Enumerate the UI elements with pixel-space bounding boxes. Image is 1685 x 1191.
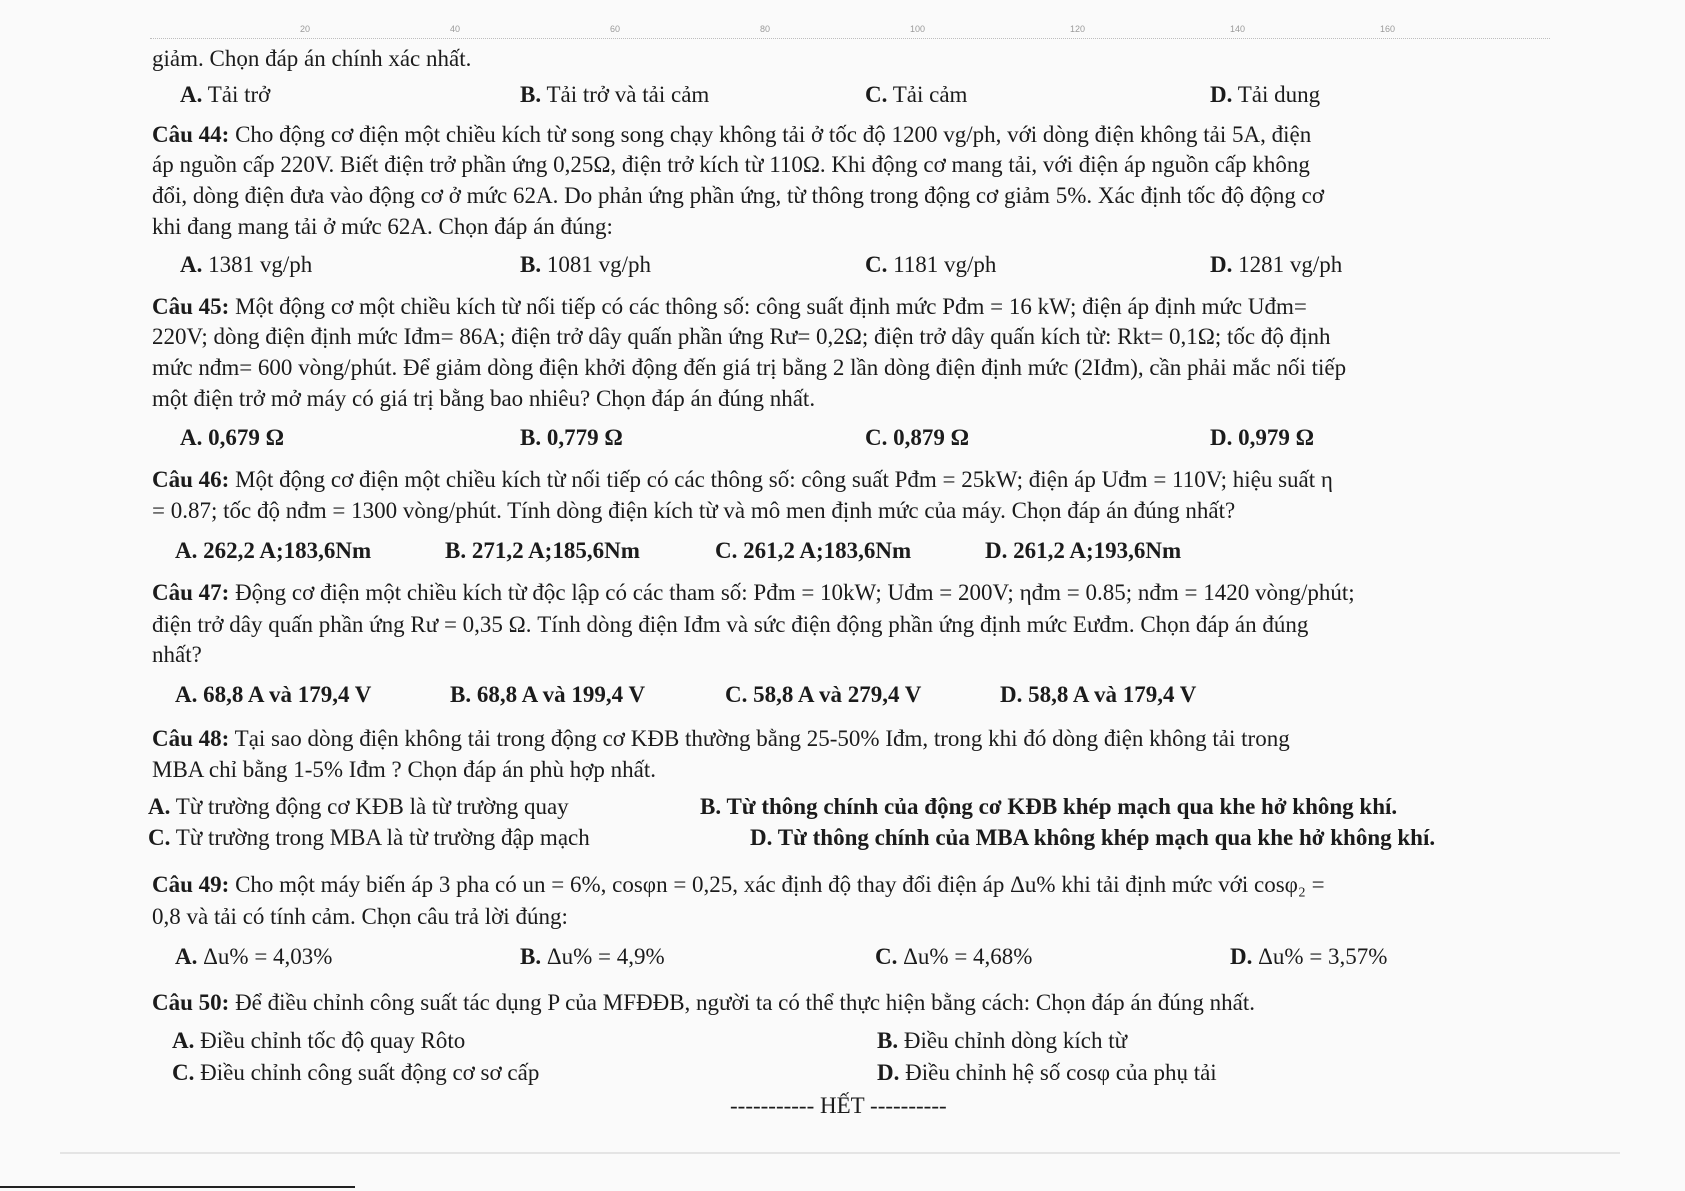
- question-text-line: khi đang mang tải ở mức 62A. Chọn đáp án đúng:: [152, 214, 613, 239]
- question-text-line: 220V; dòng điện định mức Iđm= 86A; điện trở dây quấn phần ứng Rư= 0,2Ω; điện trở dây quấn kích từ: Rkt= 0,1Ω; tốc độ định: [152, 324, 1331, 349]
- question-text-line: mức nđm= 600 vòng/phút. Để giảm dòng điện khởi động đến giá trị bằng 2 lần dòng điện định mức (2Iđm), cần phải mắc nối tiếp: [152, 355, 1347, 380]
- option-d: D. 58,8 A và 179,4 V: [1000, 682, 1197, 707]
- option-c: C. Điều chỉnh công suất động cơ sơ cấp: [172, 1060, 540, 1085]
- option-a: A. 262,2 A;183,6Nm: [175, 538, 372, 563]
- ruler-tick: 140: [1230, 24, 1246, 34]
- option-a: A. 0,679 Ω: [180, 425, 285, 450]
- question-text-line: MBA chỉ bằng 1-5% Iđm ? Chọn đáp án phù hợp nhất.: [152, 757, 657, 782]
- option-d: D. Tải dung: [1210, 82, 1321, 107]
- option-a: A. Điều chỉnh tốc độ quay Rôto: [172, 1028, 466, 1053]
- option-c: C. 1181 vg/ph: [865, 252, 997, 277]
- ruler-tick: 20: [300, 24, 311, 34]
- question-45: Câu 45: Một động cơ một chiều kích từ nối tiếp có các thông số: công suất định mức Pđm = 16 kW; điện áp định mức Uđm=: [152, 294, 1307, 319]
- question-text-line: một điện trở mở máy có giá trị bằng bao nhiêu? Chọn đáp án đúng nhất.: [152, 386, 816, 411]
- ruler-tick: 100: [910, 24, 926, 34]
- footer-rule: [0, 1186, 355, 1188]
- option-b: B. Δu% = 4,9%: [520, 944, 665, 969]
- ruler-tick: 80: [760, 24, 771, 34]
- option-d: D. 1281 vg/ph: [1210, 252, 1343, 277]
- question-text-line: điện trở dây quấn phần ứng Rư = 0,35 Ω. Tính dòng điện Iđm và sức điện động phần ứng định mức Eưđm. Chọn đáp án đúng: [152, 612, 1309, 637]
- option-b: B. 1081 vg/ph: [520, 252, 651, 277]
- option-c: C. Δu% = 4,68%: [875, 944, 1033, 969]
- ruler-tick: 160: [1380, 24, 1396, 34]
- option-b: B. 0,779 Ω: [520, 425, 623, 450]
- option-a: A. 1381 vg/ph: [180, 252, 313, 277]
- end-marker: ----------- HẾT ----------: [730, 1093, 947, 1118]
- option-b: B. 68,8 A và 199,4 V: [450, 682, 646, 707]
- option-b: B. Từ thông chính của động cơ KĐB khép mạch qua khe hở không khí.: [700, 794, 1398, 819]
- option-d: D. 261,2 A;193,6Nm: [985, 538, 1182, 563]
- option-b: B. Điều chỉnh dòng kích từ: [877, 1028, 1128, 1053]
- option-c: C. 58,8 A và 279,4 V: [725, 682, 922, 707]
- ruler-tick: 40: [450, 24, 461, 34]
- scan-artifact-line: [60, 1152, 1620, 1154]
- ruler-tick: 60: [610, 24, 621, 34]
- option-c: C. Từ trường trong MBA là từ trường đập mạch: [148, 825, 590, 850]
- option-d: D. 0,979 Ω: [1210, 425, 1315, 450]
- question-49: Câu 49: Cho một máy biến áp 3 pha có un = 6%, cosφn = 0,25, xác định độ thay đổi điện áp Δu% khi tải định mức với cosφ₂ =: [152, 872, 1325, 897]
- ruler: [150, 22, 1550, 39]
- question-47: Câu 47: Động cơ điện một chiều kích từ độc lập có các tham số: Pđm = 10kW; Uđm = 200V; ηđm = 0.85; nđm = 1420 vòng/phút;: [152, 580, 1355, 605]
- ruler-tick: 120: [1070, 24, 1086, 34]
- option-c: C. Tải cảm: [865, 82, 968, 107]
- question-50: Câu 50: Để điều chỉnh công suất tác dụng P của MFĐĐB, người ta có thể thực hiện bằng cách: Chọn đáp án đúng nhất.: [152, 990, 1255, 1015]
- option-a: A. 68,8 A và 179,4 V: [175, 682, 372, 707]
- option-c: C. 261,2 A;183,6Nm: [715, 538, 912, 563]
- option-a: A. Δu% = 4,03%: [175, 944, 333, 969]
- intro-line: giảm. Chọn đáp án chính xác nhất.: [152, 46, 472, 71]
- question-48: Câu 48: Tại sao dòng điện không tải trong động cơ KĐB thường bằng 25-50% Iđm, trong khi đó dòng điện không tải trong: [152, 726, 1290, 751]
- option-d: D. Điều chỉnh hệ số cosφ của phụ tải: [877, 1060, 1217, 1085]
- option-c: C. 0,879 Ω: [865, 425, 970, 450]
- question-text-line: 0,8 và tải có tính cảm. Chọn câu trả lời đúng:: [152, 904, 568, 929]
- option-b: B. Tải trở và tải cảm: [520, 82, 710, 107]
- option-d: D. Δu% = 3,57%: [1230, 944, 1388, 969]
- question-text-line: nhất?: [152, 642, 202, 667]
- question-text-line: áp nguồn cấp 220V. Biết điện trở phần ứng 0,25Ω, điện trở kích từ 110Ω. Khi động cơ mang tải, với điện áp nguồn cấp không: [152, 152, 1310, 177]
- question-text-line: = 0.87; tốc độ nđm = 1300 vòng/phút. Tính dòng điện kích từ và mô men định mức của máy. Chọn đáp án đúng nhất?: [152, 498, 1236, 523]
- question-46: Câu 46: Một động cơ điện một chiều kích từ nối tiếp có các thông số: công suất Pđm = 25kW; điện áp Uđm = 110V; hiệu suất η: [152, 467, 1333, 492]
- option-b: B. 271,2 A;185,6Nm: [445, 538, 640, 563]
- option-d: D. Từ thông chính của MBA không khép mạch qua khe hở không khí.: [750, 825, 1436, 850]
- option-a: A. Tải trở: [180, 82, 271, 107]
- question-text-line: đổi, dòng điện đưa vào động cơ ở mức 62A. Do phản ứng phần ứng, từ thông trong động cơ giảm 5%. Xác định tốc độ động cơ: [152, 183, 1324, 208]
- question-44: Câu 44: Cho động cơ điện một chiều kích từ song song chạy không tải ở tốc độ 1200 vg/ph, với dòng điện không tải 5A, điện: [152, 122, 1312, 147]
- option-a: A. Từ trường động cơ KĐB là từ trường quay: [148, 794, 569, 819]
